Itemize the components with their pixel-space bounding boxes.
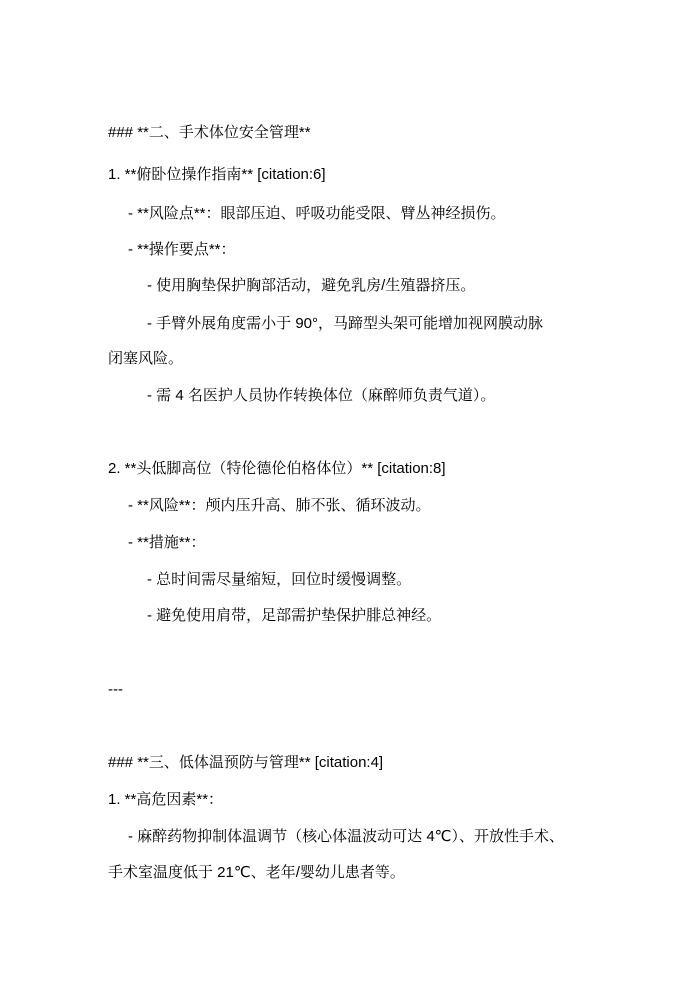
trendelenburg-risk: - **风险**：颅内压升高、肺不张、循环波动。: [128, 497, 431, 514]
trendelenburg-measure-shoulder: - 避免使用肩带，足部需护垫保护腓总神经。: [147, 607, 442, 624]
hypothermia-risk-factors-cont: 手术室温度低于 21℃、老年/婴幼儿患者等。: [108, 864, 405, 881]
prone-step-arm-abduction-cont: 闭塞风险。: [108, 350, 184, 367]
horizontal-separator: ---: [108, 681, 123, 698]
prone-risk-points: - **风险点**：眼部压迫、呼吸功能受限、臂丛神经损伤。: [128, 205, 506, 222]
section-heading-position-safety: ### **二、手术体位安全管理**: [108, 124, 311, 141]
prone-step-four-staff: - 需 4 名医护人员协作转换体位（麻醉师负责气道）。: [147, 387, 496, 404]
section-heading-hypothermia: ### **三、低体温预防与管理** [citation:4]: [108, 754, 384, 771]
hypothermia-risk-factors-title: 1. **高危因素**：: [108, 791, 224, 808]
prone-step-arm-abduction: - 手臂外展角度需小于 90°，马蹄型头架可能增加视网膜动脉: [147, 315, 544, 332]
prone-steps-label: - **操作要点**：: [128, 241, 236, 258]
trendelenburg-title: 2. **头低脚高位（特伦德伦伯格体位）** [citation:8]: [108, 460, 446, 477]
prone-step-chest-pad: - 使用胸垫保护胸部活动，避免乳房/生殖器挤压。: [147, 277, 476, 294]
trendelenburg-measure-duration: - 总时间需尽量缩短，回位时缓慢调整。: [147, 571, 412, 588]
trendelenburg-measures-label: - **措施**：: [128, 534, 206, 551]
prone-position-title: 1. **俯卧位操作指南** [citation:6]: [108, 166, 326, 183]
hypothermia-risk-factors-line: - 麻醉药物抑制体温调节（核心体温波动可达 4℃）、开放性手术、: [128, 828, 565, 845]
